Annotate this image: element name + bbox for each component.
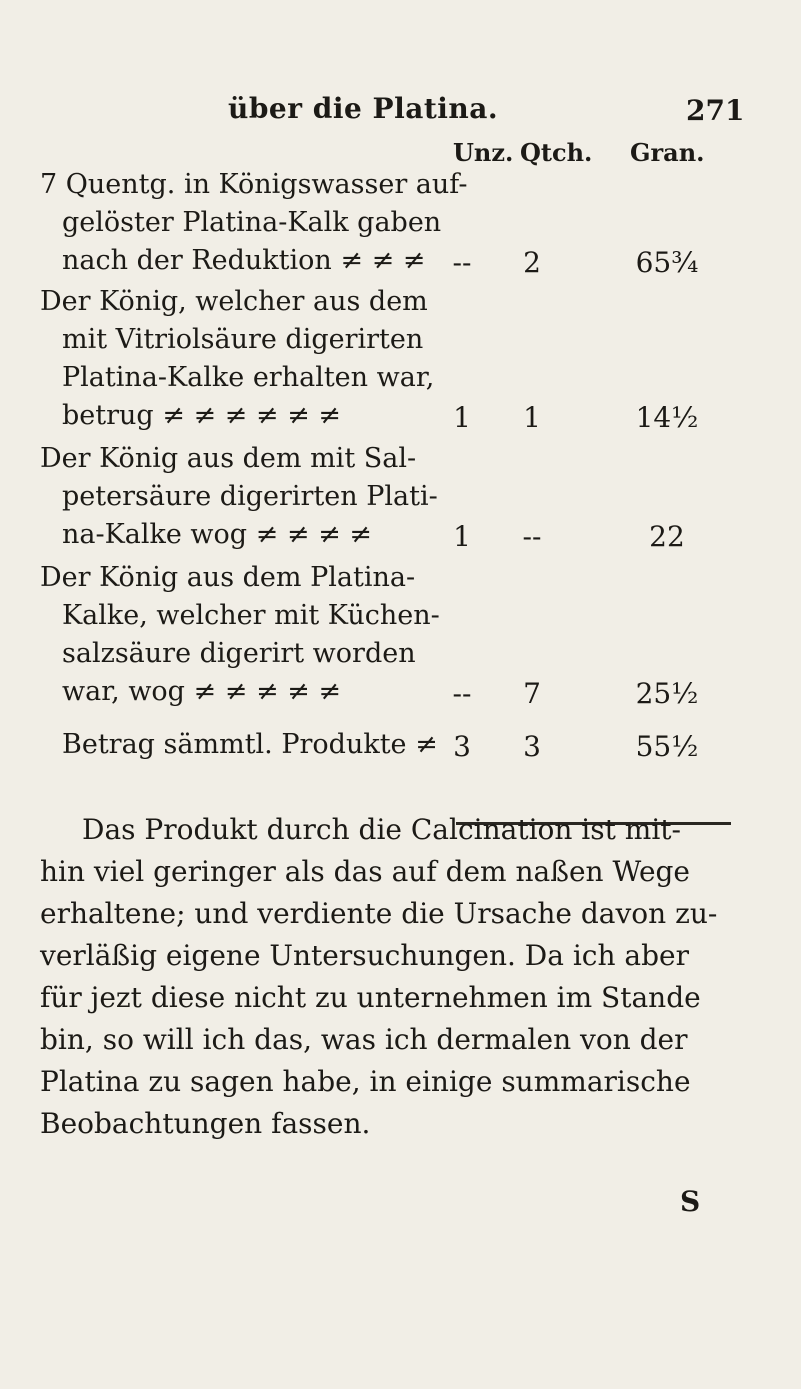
value-qtch: 2 xyxy=(523,246,541,279)
value-qtch: 1 xyxy=(523,401,541,434)
value-unz: -- xyxy=(452,677,472,710)
row-text-line: nach der Reduktion ≠ ≠ ≠ xyxy=(62,245,426,276)
value-qtch: 7 xyxy=(523,677,541,710)
value-qtch: -- xyxy=(522,520,542,553)
page-number: 271 xyxy=(686,94,745,127)
value-gran: 14½ xyxy=(635,401,699,434)
total-gran: 55½ xyxy=(635,730,699,763)
row-text-line: Der König aus dem mit Sal- xyxy=(40,443,417,474)
row-text-line: betrug ≠ ≠ ≠ ≠ ≠ ≠ xyxy=(62,400,341,431)
running-head xyxy=(0,92,801,132)
value-gran: 22 xyxy=(649,520,685,553)
column-header-unz: Unz. xyxy=(453,138,514,167)
value-unz: 1 xyxy=(453,401,471,434)
row-text-line: petersäure digerirten Plati- xyxy=(62,481,438,512)
total-unz: 3 xyxy=(453,730,471,763)
row-text-line: salzsäure digerirt worden xyxy=(62,638,416,669)
column-header-qtch: Qtch. xyxy=(520,138,593,167)
row-text-line: na-Kalke wog ≠ ≠ ≠ ≠ xyxy=(62,519,372,550)
paragraph-line: erhaltene; und verdiente die Ursache davon zu- xyxy=(40,897,718,930)
running-title: über die Platina. xyxy=(228,92,499,125)
value-gran: 65¾ xyxy=(635,246,699,279)
row-text-line: war, wog ≠ ≠ ≠ ≠ ≠ xyxy=(62,676,341,707)
row-text-line: gelöster Platina-Kalk gaben xyxy=(62,207,442,238)
catchword: S xyxy=(680,1185,701,1218)
row-text-line: Kalke, welcher mit Küchen- xyxy=(62,600,440,631)
paragraph-line: Beobachtungen fassen. xyxy=(40,1107,371,1140)
row-text-line: mit Vitriolsäure digerirten xyxy=(62,324,424,355)
row-text-line: Der König aus dem Platina- xyxy=(40,562,416,593)
paragraph-line: Platina zu sagen habe, in einige summarische xyxy=(40,1065,691,1098)
row-text-line: Platina-Kalke erhalten war, xyxy=(62,362,435,393)
column-header-gran: Gran. xyxy=(630,138,705,167)
value-gran: 25½ xyxy=(635,677,699,710)
total-qtch: 3 xyxy=(523,730,541,763)
row-text-line: 7 Quentg. in Königswasser auf- xyxy=(40,169,468,200)
paragraph-line: bin, so will ich das, was ich dermalen von der xyxy=(40,1023,688,1056)
total-label: Betrag sämmtl. Produkte ≠ xyxy=(62,729,438,760)
paragraph-line: Das Produkt durch die Calcination ist mit- xyxy=(82,813,682,846)
paragraph-line: für jezt diese nicht zu unternehmen im Stande xyxy=(40,981,701,1014)
value-unz: 1 xyxy=(453,520,471,553)
paragraph-line: hin viel geringer als das auf dem naßen Wege xyxy=(40,855,691,888)
value-unz: -- xyxy=(452,246,472,279)
paragraph-line: verläßig eigene Untersuchungen. Da ich aber xyxy=(40,939,689,972)
row-text-line: Der König, welcher aus dem xyxy=(40,286,428,317)
